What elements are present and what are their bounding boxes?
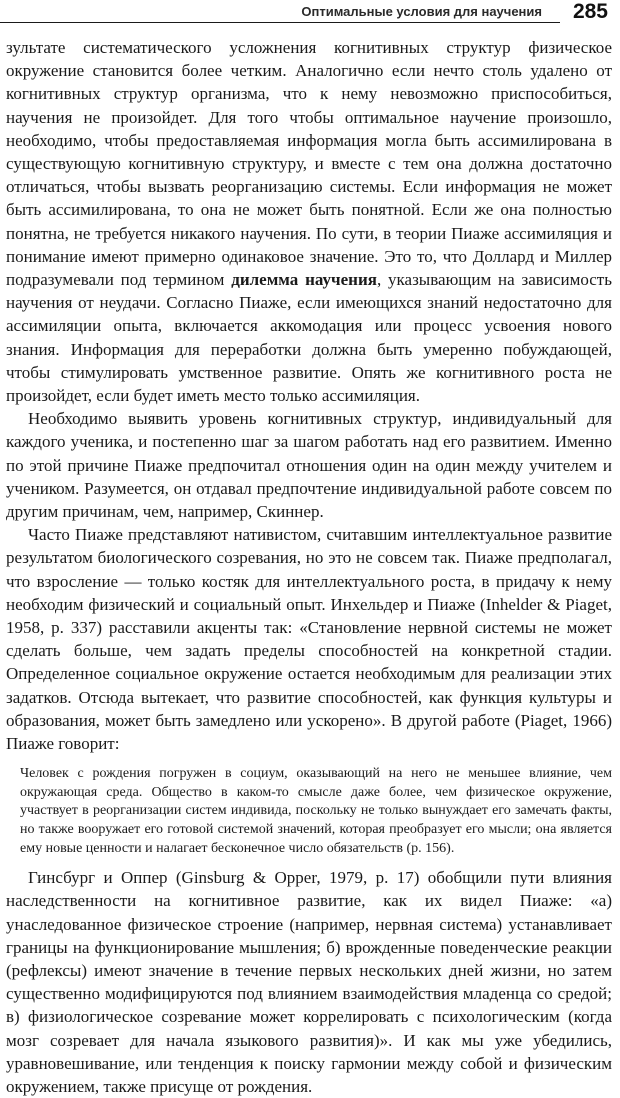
paragraph: Гинсбург и Оппер (Ginsburg & Opper, 1979, p. 17) обобщили пути влияния наследственности на когнитивное развитие, как их видел Пиаже: «а) унаследованное физическое строение (например, нервная система) устанавливает границы на функционирование мышления; б) врожденные поведенческие реакции (рефлексы) имеют значение в течение первых нескольких дней жизни, но затем существенно модифицируются под влиянием взаимодействия младенца со средой; в) физиологическое созревание может коррелировать с психологическим (когда мозг созревает для начала языкового развития)». И как мы уже убедились, уравновешивание, или тенденция к поиску гармонии между собой и физическим окружением, также присуще от рождения. <box>6 868 612 1097</box>
running-title: Оптимальные условия для научения <box>295 4 542 19</box>
page-number: 285 <box>572 0 608 23</box>
page-body <box>6 36 612 1098</box>
paragraph-text: зультате систематического усложнения когнитивных структур физическое окружение становится более четким. Аналогично если нечто столь удалено от когнитивных структур организма, что к нему невозможно приспособиться, научения не произойдет. Для того чтобы оптимальное научение произошло, необходимо, чтобы предоставляемая информация могла быть ассимилирована в существующую когнитивную структуру, и вместе с тем она должна достаточно отличаться, чтобы вызвать реорганизацию системы. Если информация не может быть ассимилирована, то она не может быть понятной. Если же она полностью понятна, не требуется никакого научения. По сути, в теории Пиаже ассимиляция и понимание имеют примерно одинаковое значение. Это то, что Доллард и Миллер подразумевали под термином <box>6 38 612 290</box>
paragraph-text: , указывающим на зависимость научения от неудачи. Согласно Пиаже, если имеющихся знаний недостаточно для ассимиляции опыта, включается аккомодация или процесс усвоения нового знания. Информация для переработки должна быть умеренно побуждающей, чтобы стимулировать умственное развитие. Опять же когнитивного роста не произойдет, если будет иметь место только ассимиляция. <box>6 270 612 406</box>
paragraph-continuation <box>6 36 612 407</box>
block-quote: Человек с рождения погружен в социум, оказывающий на него не меньшее влияние, чем окружающая среда. Общество в каком-то смысле даже более, чем физическое окружение, участвует в реорганизации систем индивида, поскольку не только вынуждает его замечать факты, но также вооружает его готовой системой значений, которая преобразует его мысли; она является ему новые ценности и налагает бесконечное число обязательств (p. 156). <box>20 766 612 856</box>
header-rule <box>0 22 560 23</box>
paragraph: Часто Пиаже представляют нативистом, считавшим интеллектуальное развитие результатом биологического созревания, но это не совсем так. Пиаже предполагал, что взросление — только костяк для интеллектуального роста, в придачу к нему необходим физический и социальный опыт. Инхельдер и Пиаже (Inhelder & Piaget, 1958, p. 337) расставили акценты так: «Становление нервной системы не может сделать больше, чем задать пределы способностей на конкретной стадии. Определенное социальное окружение остается необходимым для реализации этих задатков. Отсюда вытекает, что развитие способностей, как функция культуры и образования, может быть замедлено или ускорено». В другой работе (Piaget, 1966) Пиаже говорит: <box>6 525 612 754</box>
paragraph: Необходимо выявить уровень когнитивных структур, индивидуальный для каждого ученика, и постепенно шаг за шагом работать над его развитием. Именно по этой причине Пиаже предпочитал отношения один на один между учителем и учеником. Разумеется, он отдавал предпочтение индивидуальной работе совсем по другим причинам, чем, например, Скиннер. <box>6 409 612 522</box>
bold-term: дилемма научения <box>231 270 377 290</box>
running-header <box>0 0 620 30</box>
